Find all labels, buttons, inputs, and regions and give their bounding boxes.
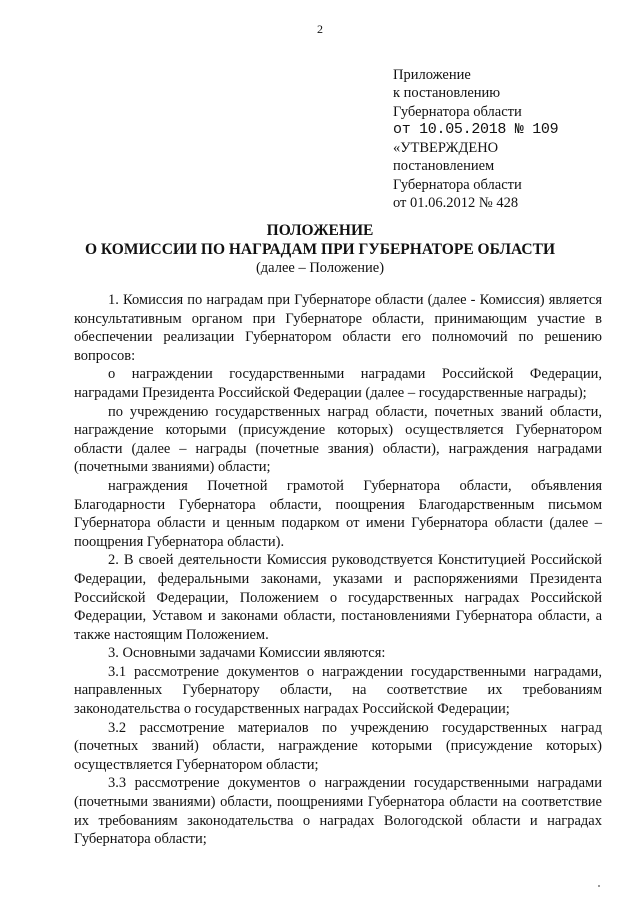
document-title <box>0 221 640 278</box>
title-line-3: (далее – Положение) <box>255 260 385 276</box>
paragraph: 3.1 рассмотрение документов о награждении государственными наградами, направленных Губернатору области, на соответствие их требованиям законодательства о государственных наградах Российской Федерации; <box>74 663 602 718</box>
paragraph: 3.3 рассмотрение документов о награждении государственными наградами (почетными званиями) области, поощрениями Губернатора области на соответствие их требованиям законодательства о наградах Вологодской области и наградах Губернатора области; <box>74 775 602 848</box>
paragraph: о награждении государственными наградами Российской Федерации, наградами Президента Российской Федерации (далее – государственные награды); <box>74 366 602 401</box>
title-line-1: ПОЛОЖЕНИЕ <box>266 222 374 239</box>
scan-speck <box>598 885 600 887</box>
appendix-line: Приложение <box>393 67 471 83</box>
appendix-line: Губернатора области <box>393 103 522 120</box>
paragraph: 3. Основными задачами Комиссии являются: <box>108 645 386 662</box>
page-number: 2 <box>317 22 323 36</box>
appendix-block <box>393 66 633 212</box>
appendix-line: Губернатора области <box>393 176 522 193</box>
paragraph: 3.2 рассмотрение материалов по учреждению государственных наград (почетных званий) области, награждение которыми (присуждение которых) осуществляется Губернатором области; <box>74 719 602 773</box>
document-body <box>74 291 602 849</box>
appendix-line: от 01.06.2012 № 428 <box>393 195 519 212</box>
title-line-2: О КОМИССИИ ПО НАГРАДАМ ПРИ ГУБЕРНАТОРЕ ОБЛАСТИ <box>84 241 556 258</box>
paragraph: награждения Почетной грамотой Губернатора области, объявления Благодарности Губернатора области, поощрения Благодарственным письмом Губернатора области и ценным подарком от имени Губернатора области (далее – поощрения Губернатора области). <box>74 477 602 550</box>
paragraph: 1. Комиссия по наградам при Губернаторе области (далее - Комиссия) является консультативным органом при Губернаторе области, принимающим участие в обеспечении реализации Губернатором области его полномочий по решению вопросов: <box>74 292 602 364</box>
appendix-stamped-date: от 10.05.2018 № 109 <box>393 120 559 138</box>
appendix-line: к постановлению <box>393 85 501 102</box>
paragraph: по учреждению государственных наград области, почетных званий области, награждение которыми (присуждение которых) осуществляется Губернатором области (далее – награды (почетные звания) области), награждения наградами (почетными званиями) области; <box>74 403 602 476</box>
paragraph: 2. В своей деятельности Комиссия руководствуется Конституцией Российской Федерации, федеральными законами, указами и распоряжениями Президента Российской Федерации, Положением о государственных наградах Российской Федерации, Уставом и законами области, постановлениями Губернатора области, а также настоящим Положением. <box>74 552 602 643</box>
appendix-line: постановлением <box>393 158 495 175</box>
appendix-line: «УТВЕРЖДЕНО <box>393 140 499 157</box>
